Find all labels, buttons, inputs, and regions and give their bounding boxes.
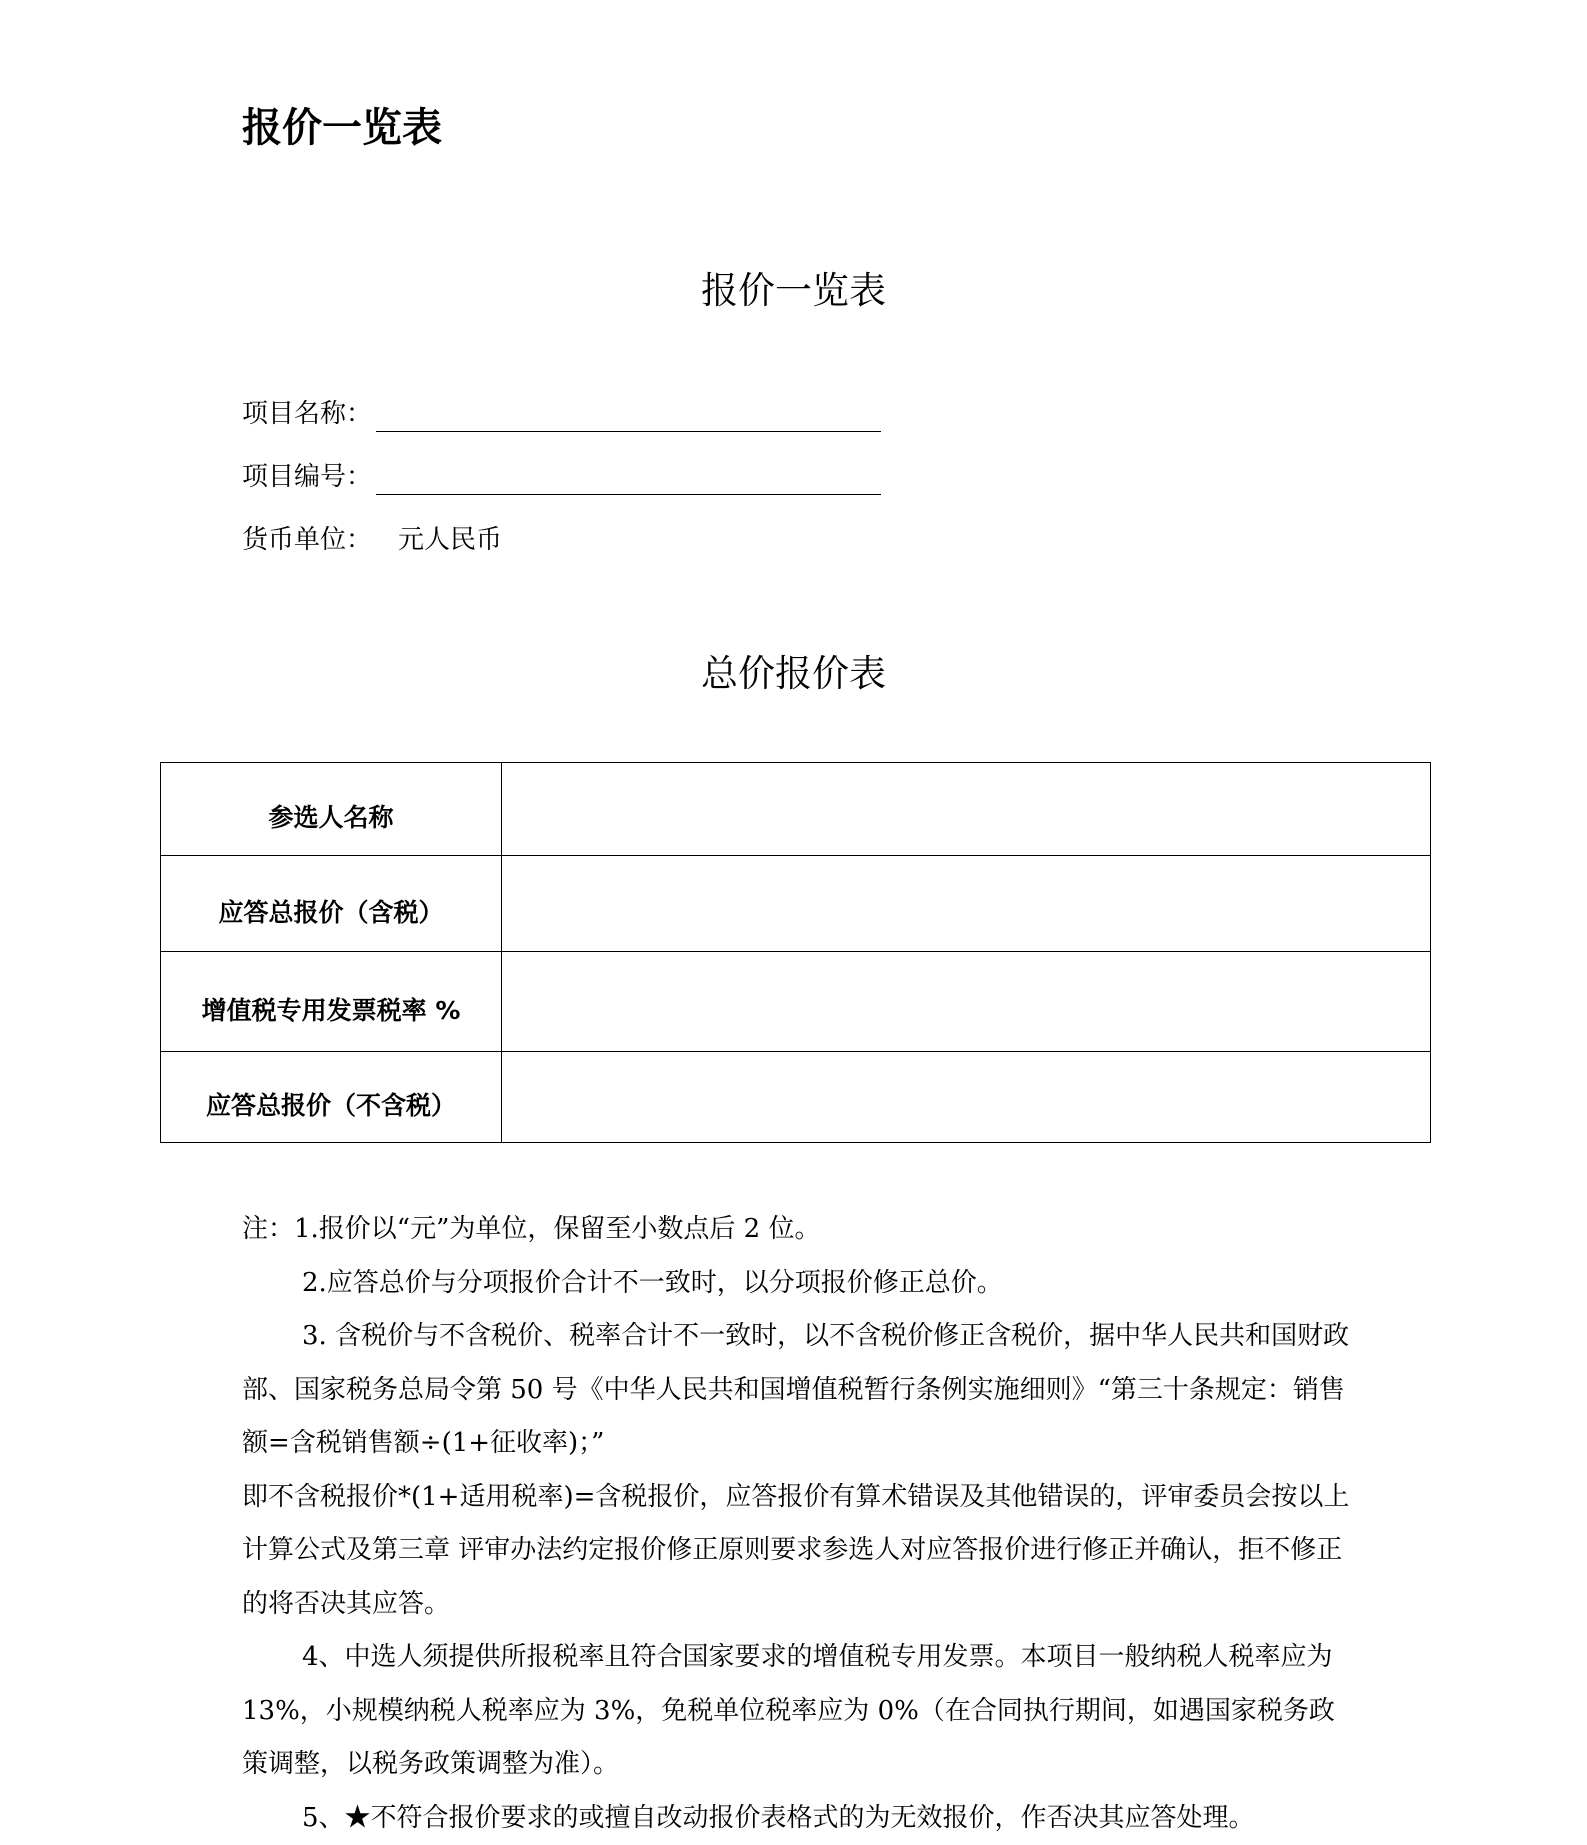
price-table-title: 总价报价表 [0,649,1587,699]
table-row [161,952,1431,1052]
note-3-continued: 即不含税报价*(1+适用税率)=含税报价，应答报价有算术错误及其他错误的，评审委员会按以上计算公式及第三章 评审办法约定报价修正原则要求参选人对应答报价进行修正并确认，拒不修正的将否决其应答。 [242,1471,1352,1632]
table-row [161,763,1431,856]
bidder-name-label: 参选人名称 [161,763,502,856]
project-number-label: 项目编号： [242,459,372,495]
page-heading: 报价一览表 [242,100,442,156]
document-title: 报价一览表 [0,266,1587,316]
notes-section [242,1203,1352,1845]
note-3: 3. 含税价与不含税价、税率合计不一致时，以不含税价修正含税价，据中华人民共和国财政部、国家税务总局令第 50 号《中华人民共和国增值税暂行条例实施细则》“第三十条规定：销售额=含税销售额÷(1+征收率)；” [242,1310,1352,1471]
currency-value: 元人民币 [398,522,502,558]
table-row [161,856,1431,952]
total-price-excl-tax-label: 应答总报价（不含税） [161,1052,502,1143]
currency-row [242,522,502,558]
total-price-incl-tax-cell[interactable] [502,856,1431,952]
note-5: 5、★不符合报价要求的或擅自改动报价表格式的为无效报价，作否决其应答处理。 [242,1792,1352,1845]
note-2: 2.应答总价与分项报价合计不一致时，以分项报价修正总价。 [242,1257,1352,1311]
vat-rate-label: 增值税专用发票税率 % [161,952,502,1052]
project-number-row [242,459,881,495]
project-number-field[interactable] [376,462,881,495]
total-price-excl-tax-cell[interactable] [502,1052,1431,1143]
project-name-label: 项目名称： [242,396,372,432]
total-price-incl-tax-label: 应答总报价（含税） [161,856,502,952]
price-table [160,762,1431,1143]
currency-label: 货币单位： [242,522,372,558]
table-row [161,1052,1431,1143]
note-4: 4、中选人须提供所报税率且符合国家要求的增值税专用发票。本项目一般纳税人税率应为 13%，小规模纳税人税率应为 3%，免税单位税率应为 0%（在合同执行期间，如遇国家税务政策调整，以税务政策调整为准）。 [242,1631,1352,1792]
bidder-name-cell[interactable] [502,763,1431,856]
project-name-row [242,396,881,432]
vat-rate-cell[interactable] [502,952,1431,1052]
project-name-field[interactable] [376,399,881,432]
note-1: 注：1.报价以“元”为单位，保留至小数点后 2 位。 [242,1203,1352,1257]
